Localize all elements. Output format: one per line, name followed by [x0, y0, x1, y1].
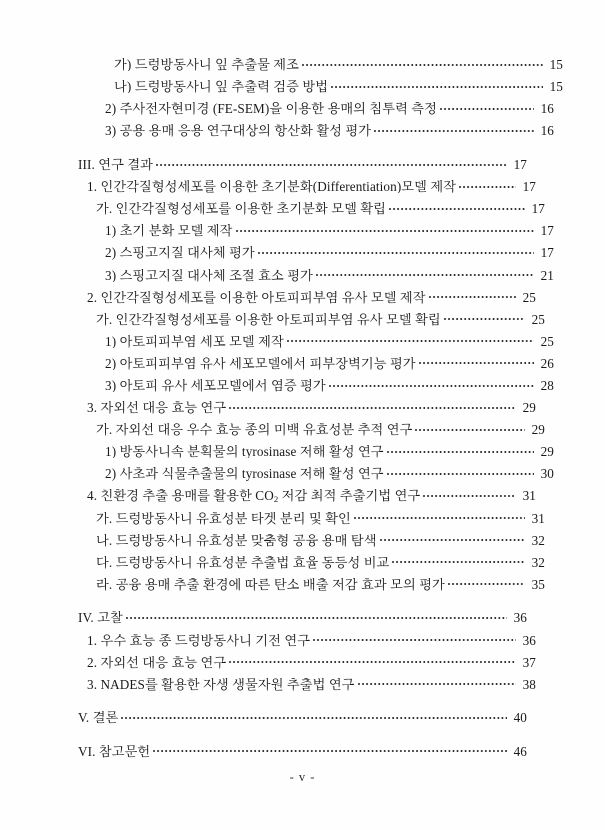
- toc-entry[interactable]: [78, 399, 536, 421]
- toc-entry[interactable]: [78, 676, 536, 698]
- toc-entry[interactable]: [78, 487, 536, 509]
- toc-entry-label: 3) 아토피 유사 세포모델에서 염증 평가: [105, 379, 326, 393]
- toc-entry-page-number: 16: [540, 123, 554, 139]
- toc-entry[interactable]: [78, 288, 536, 310]
- toc-entry-page-number: 17: [531, 201, 545, 217]
- toc-dot-leader: [415, 421, 525, 434]
- toc-entry-page-number: 17: [540, 223, 554, 239]
- toc-entry-label: 라. 공융 용매 추출 환경에 따른 탄소 배출 저감 효과 모의 평가: [96, 577, 445, 592]
- toc-entry-page-number: 25: [522, 289, 536, 305]
- toc-entry-label: 2. 인간각질형성세포를 이용한 아토피피부염 유사 모델 제작: [87, 290, 426, 304]
- toc-entry-page-number: 40: [513, 710, 527, 726]
- toc-dot-leader: [236, 222, 535, 235]
- toc-entry-page-number: 15: [549, 57, 563, 73]
- toc-entry-label: 3. NADES를 활용한 자생 생물자원 추출법 연구: [87, 677, 355, 691]
- toc-dot-leader: [258, 244, 534, 257]
- toc-entry-label: 1. 우수 효능 종 드렁방동사니 기전 연구: [87, 633, 311, 647]
- toc-entry-label: 가. 인간각질형성세포를 이용한 아토피피부염 유사 모델 확립: [96, 312, 441, 326]
- toc-entry-label: 2) 스핑고지질 대사체 평가: [105, 246, 255, 260]
- toc-entry-page-number: 36: [522, 632, 536, 648]
- toc-dot-leader: [423, 487, 516, 500]
- toc-entry-label: V. 결론: [78, 711, 119, 725]
- toc-entry-label: 3) 스핑고지질 대사체 조절 효소 평가: [105, 268, 313, 282]
- toc-entry[interactable]: [78, 609, 527, 631]
- toc-dot-leader: [121, 709, 507, 722]
- toc-entry-page-number: 29: [540, 444, 554, 460]
- toc-entry-page-number: 30: [540, 466, 554, 482]
- toc-entry-page-number: 16: [540, 101, 554, 117]
- toc-entry-label: 2. 자외선 대응 효능 연구: [87, 655, 227, 669]
- toc-entry[interactable]: [78, 178, 536, 200]
- toc-dot-leader: [229, 399, 516, 412]
- toc-entry-label: 4. 친환경 추출 용매를 활용한 $CO_2$ 저감 최적 추출기법 연구: [87, 489, 421, 503]
- toc-entry-page-number: 46: [513, 743, 527, 759]
- toc-entry[interactable]: [78, 156, 527, 178]
- toc-entry[interactable]: [78, 509, 545, 531]
- toc-dot-leader: [153, 743, 507, 756]
- toc-entry-label: 나. 드렁방동사니 유효성분 맞춤형 공융 용매 탐색: [96, 533, 377, 547]
- toc-entry-page-number: 25: [531, 311, 545, 327]
- toc-entry-label: 다. 드렁방동사니 유효성분 추출법 효율 동등성 비교: [96, 555, 390, 569]
- toc-entry[interactable]: [78, 100, 554, 122]
- toc-entry-label: III. 연구 결과: [78, 158, 154, 172]
- page-number-footer: - v -: [289, 770, 316, 784]
- toc-dot-leader: [287, 333, 534, 346]
- toc-entry[interactable]: [78, 709, 527, 731]
- toc-dot-leader: [440, 100, 534, 113]
- toc-entry-label: 3. 자외선 대응 효능 연구: [87, 401, 227, 415]
- toc-entry[interactable]: [78, 421, 545, 443]
- toc-entry-label: IV. 고찰: [78, 611, 123, 625]
- toc-dot-leader: [374, 122, 534, 135]
- toc-entry[interactable]: [78, 78, 563, 100]
- toc-entry-page-number: 31: [531, 510, 545, 526]
- toc-dot-leader: [229, 653, 516, 666]
- toc-dot-leader: [329, 377, 534, 390]
- toc-dot-leader: [358, 676, 516, 689]
- toc-entry-label: 2) 사초과 식물추출물의 tyrosinase 저해 활성 연구: [105, 467, 384, 481]
- toc-entry[interactable]: [78, 222, 554, 244]
- toc-entry-page-number: 17: [513, 157, 527, 173]
- toc-entry[interactable]: [78, 554, 545, 576]
- toc-entry[interactable]: [78, 653, 536, 675]
- toc-entry-label: 2) 아토피피부염 유사 세포모델에서 피부장벽기능 평가: [105, 356, 416, 371]
- toc-entry-label: 가. 인간각질형성세포를 이용한 초기분화 모델 확립: [96, 202, 387, 216]
- toc-entry-page-number: 36: [513, 610, 527, 626]
- toc-dot-leader: [448, 576, 525, 589]
- toc-entry[interactable]: [78, 311, 545, 333]
- toc-entry-page-number: 29: [522, 400, 536, 416]
- toc-entry-label: 1) 아토피피부염 세포 모델 제작: [105, 334, 284, 349]
- toc-dot-leader: [419, 355, 534, 368]
- toc-entry-label: 가) 드렁방동사니 잎 추출물 제조: [114, 58, 299, 72]
- toc-dot-leader: [354, 509, 525, 522]
- toc-dot-leader: [429, 288, 516, 301]
- toc-entry[interactable]: [78, 355, 554, 377]
- toc-dot-leader: [387, 465, 534, 478]
- toc-entry-label: 1) 초기 분화 모델 제작: [105, 224, 233, 238]
- toc-entry[interactable]: [78, 531, 545, 553]
- toc-entry[interactable]: [78, 743, 527, 765]
- toc-entry[interactable]: [78, 631, 536, 653]
- toc-dot-leader: [444, 311, 525, 324]
- toc-dot-leader: [316, 266, 534, 279]
- toc-entry[interactable]: [78, 377, 554, 399]
- toc-entry-label: 가. 자외선 대응 우수 효능 종의 미백 유효성분 추적 연구: [96, 423, 413, 437]
- toc-dot-leader: [392, 554, 525, 567]
- toc-dot-leader: [380, 531, 525, 544]
- toc-entry-page-number: 28: [540, 378, 554, 393]
- toc-entry-page-number: 26: [540, 355, 554, 371]
- toc-dot-leader: [459, 178, 516, 191]
- toc-entry-label: VI. 참고문헌: [78, 744, 151, 759]
- toc-entry[interactable]: [78, 465, 554, 487]
- toc-entry[interactable]: [78, 200, 545, 222]
- toc-dot-leader: [331, 78, 543, 91]
- toc-entry-page-number: 35: [531, 576, 545, 592]
- toc-entry[interactable]: [78, 443, 554, 465]
- toc-entry-page-number: 21: [540, 267, 554, 283]
- toc-entry-page-number: 17: [522, 179, 536, 195]
- toc-dot-leader: [313, 631, 516, 644]
- toc-entry-page-number: 31: [522, 488, 536, 504]
- toc-entry[interactable]: [78, 333, 554, 355]
- toc-dot-leader: [156, 156, 507, 169]
- toc-dot-leader: [302, 56, 543, 69]
- toc-entry-page-number: 15: [549, 79, 563, 95]
- toc-entry-page-number: 32: [531, 532, 545, 548]
- toc-entry-label: 가. 드렁방동사니 유효성분 타겟 분리 및 확인: [96, 511, 351, 525]
- toc-entry-page-number: 25: [540, 333, 554, 349]
- toc-entry-label: 3) 공용 용매 응용 연구대상의 항산화 활성 평가: [105, 124, 372, 138]
- toc-entry[interactable]: [78, 266, 554, 288]
- toc-dot-leader: [126, 609, 507, 622]
- toc-entry-label: 1. 인간각질형성세포를 이용한 초기분화(Differentiation)모델 제작: [87, 180, 457, 194]
- toc-entry-label: 나) 드렁방동사니 잎 추출력 검증 방법: [114, 80, 329, 94]
- toc-entry[interactable]: [78, 56, 563, 78]
- toc-entry-label: 1) 방동사니속 분획물의 tyrosinase 저해 활성 연구: [105, 445, 384, 459]
- toc-entry-page-number: 32: [531, 554, 545, 570]
- toc-entry[interactable]: [78, 122, 554, 144]
- toc-entry-label: 2) 주사전자현미경 (FE-SEM)을 이용한 용매의 침투력 측정: [105, 102, 437, 116]
- toc-entry-page-number: 29: [531, 422, 545, 438]
- toc-entry[interactable]: [78, 244, 554, 266]
- toc-entry-page-number: 17: [540, 245, 554, 261]
- table-of-contents-list: [0, 56, 605, 765]
- toc-entry-page-number: 38: [522, 676, 536, 692]
- toc-dot-leader: [389, 200, 525, 213]
- toc-dot-leader: [387, 443, 534, 456]
- toc-entry[interactable]: [78, 576, 545, 598]
- toc-entry-page-number: 37: [522, 654, 536, 670]
